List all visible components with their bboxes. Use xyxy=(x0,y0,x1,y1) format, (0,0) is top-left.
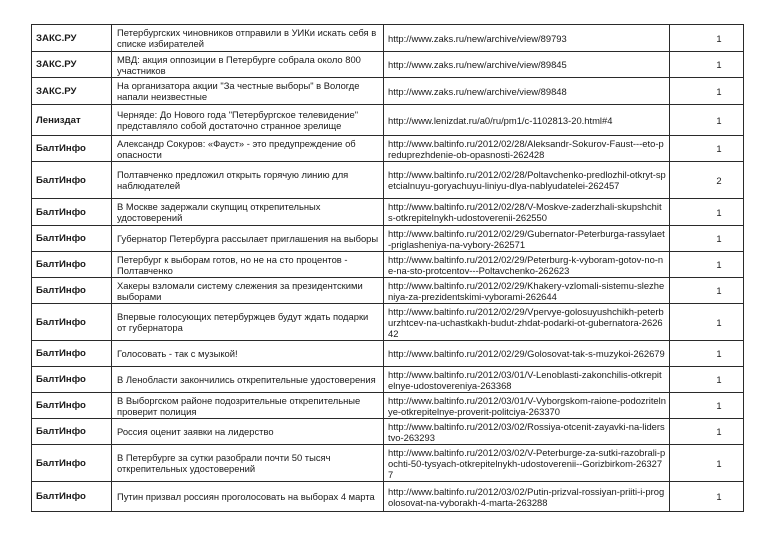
count-cell: 1 xyxy=(670,136,744,162)
url-cell: http://www.baltinfo.ru/2012/02/28/V-Moskve-zaderzhali-skupshchits-otkrepitelnykh-udostoverenii-262550 xyxy=(384,199,670,226)
table-row xyxy=(32,226,744,252)
table-row xyxy=(32,341,744,367)
headline-cell: В Москве задержали скупщиц открепительных удостоверений xyxy=(112,199,384,226)
table-row xyxy=(32,304,744,341)
headline-cell: МВД: акция оппозиции в Петербурге собрала около 800 участников xyxy=(112,52,384,78)
headline-cell: Полтавченко предложил открыть горячую линию для наблюдателей xyxy=(112,162,384,199)
count-cell: 1 xyxy=(670,199,744,226)
source-cell: БалтИнфо xyxy=(32,393,112,419)
url-cell: http://www.baltinfo.ru/2012/02/29/Gubernator-Peterburga-rassylaet-priglasheniya-na-vybory-262571 xyxy=(384,226,670,252)
table-row xyxy=(32,78,744,105)
headline-cell: Черняде: До Нового года "Петербургское телевидение" представляло собой достаточно странное зрелище xyxy=(112,105,384,136)
url-cell: http://www.lenizdat.ru/a0/ru/pm1/c-1102813-20.html#4 xyxy=(384,105,670,136)
source-cell: ЗАКС.РУ xyxy=(32,25,112,52)
url-cell: http://www.baltinfo.ru/2012/03/02/V-Peterburge-za-sutki-razobrali-pochti-50-tysyach-otkrepitelnykh-udostoverenii--Gorizbirkom-263277 xyxy=(384,445,670,482)
count-cell: 1 xyxy=(670,105,744,136)
table-row xyxy=(32,162,744,199)
url-cell: http://www.baltinfo.ru/2012/03/02/Rossiya-otcenit-zayavki-na-liderstvo-263293 xyxy=(384,419,670,445)
headline-cell: Петербургских чиновников отправили в УИКи искать себя в списке избирателей xyxy=(112,25,384,52)
count-cell: 1 xyxy=(670,367,744,393)
headline-cell: В Ленобласти закончились открепительные удостоверения xyxy=(112,367,384,393)
headline-cell: Губернатор Петербурга рассылает приглашения на выборы xyxy=(112,226,384,252)
count-cell: 1 xyxy=(670,25,744,52)
count-cell: 2 xyxy=(670,162,744,199)
table-row xyxy=(32,252,744,278)
url-cell: http://www.baltinfo.ru/2012/03/01/V-Lenoblasti-zakonchilis-otkrepitelnye-udostovereniya-263368 xyxy=(384,367,670,393)
source-cell: БалтИнфо xyxy=(32,252,112,278)
headline-cell: Александр Сокуров: «Фауст» - это предупреждение об опасности xyxy=(112,136,384,162)
count-cell: 1 xyxy=(670,482,744,512)
table-row xyxy=(32,445,744,482)
headline-cell: В Петербурге за сутки разобрали почти 50 тысяч открепительных удостоверений xyxy=(112,445,384,482)
headline-cell: В Выборгском районе подозрительные открепительные проверит полиция xyxy=(112,393,384,419)
table-row xyxy=(32,136,744,162)
url-cell: http://www.zaks.ru/new/archive/view/89848 xyxy=(384,78,670,105)
headline-cell: На организатора акции "За честные выборы" в Вологде напали неизвестные xyxy=(112,78,384,105)
source-cell: БалтИнфо xyxy=(32,278,112,304)
count-cell: 1 xyxy=(670,341,744,367)
headline-cell: Впервые голосующих петербуржцев будут ждать подарки от губернатора xyxy=(112,304,384,341)
count-cell: 1 xyxy=(670,304,744,341)
table-row xyxy=(32,199,744,226)
links-table xyxy=(31,24,744,512)
url-cell: http://www.zaks.ru/new/archive/view/89845 xyxy=(384,52,670,78)
url-cell: http://www.baltinfo.ru/2012/02/29/Golosovat-tak-s-muzykoi-262679 xyxy=(384,341,670,367)
count-cell: 1 xyxy=(670,445,744,482)
headline-cell: Голосовать - так с музыкой! xyxy=(112,341,384,367)
table-row xyxy=(32,482,744,512)
count-cell: 1 xyxy=(670,78,744,105)
source-cell: БалтИнфо xyxy=(32,226,112,252)
count-cell: 1 xyxy=(670,419,744,445)
table-row xyxy=(32,105,744,136)
table-row xyxy=(32,419,744,445)
url-cell: http://www.baltinfo.ru/2012/03/02/Putin-prizval-rossiyan-priiti-i-progolosovat-na-vyborakh-4-marta-263288 xyxy=(384,482,670,512)
count-cell: 1 xyxy=(670,226,744,252)
links-table-body xyxy=(32,25,744,512)
source-cell: БалтИнфо xyxy=(32,199,112,226)
url-cell: http://www.zaks.ru/new/archive/view/89793 xyxy=(384,25,670,52)
count-cell: 1 xyxy=(670,278,744,304)
count-cell: 1 xyxy=(670,252,744,278)
url-cell: http://www.baltinfo.ru/2012/02/28/Poltavchenko-predlozhil-otkryt-spetcialnuyu-goryachuyu-liniyu-dlya-nablyudatelei-262457 xyxy=(384,162,670,199)
table-row xyxy=(32,367,744,393)
headline-cell: Хакеры взломали систему слежения за президентскими выборами xyxy=(112,278,384,304)
source-cell: БалтИнфо xyxy=(32,136,112,162)
table-row xyxy=(32,278,744,304)
url-cell: http://www.baltinfo.ru/2012/02/28/Aleksandr-Sokurov-Faust---eto-preduprezhdenie-ob-opasnosti-262428 xyxy=(384,136,670,162)
source-cell: БалтИнфо xyxy=(32,162,112,199)
headline-cell: Петербург к выборам готов, но не на сто процентов - Полтавченко xyxy=(112,252,384,278)
count-cell: 1 xyxy=(670,393,744,419)
source-cell: Лениздат xyxy=(32,105,112,136)
source-cell: ЗАКС.РУ xyxy=(32,52,112,78)
headline-cell: Россия оценит заявки на лидерство xyxy=(112,419,384,445)
table-row xyxy=(32,52,744,78)
source-cell: БалтИнфо xyxy=(32,419,112,445)
url-cell: http://www.baltinfo.ru/2012/02/29/Vpervye-golosuyushchikh-peterburzhtcev-na-uchastkakh-budut-zhdat-podarki-ot-gubernatora-262642 xyxy=(384,304,670,341)
table-row xyxy=(32,393,744,419)
source-cell: БалтИнфо xyxy=(32,482,112,512)
url-cell: http://www.baltinfo.ru/2012/02/29/Peterburg-k-vyboram-gotov-no-ne-na-sto-protcentov---Poltavchenko-262623 xyxy=(384,252,670,278)
table-row xyxy=(32,25,744,52)
headline-cell: Путин призвал россиян проголосовать на выборах 4 марта xyxy=(112,482,384,512)
source-cell: БалтИнфо xyxy=(32,445,112,482)
source-cell: ЗАКС.РУ xyxy=(32,78,112,105)
source-cell: БалтИнфо xyxy=(32,304,112,341)
url-cell: http://www.baltinfo.ru/2012/02/29/Khakery-vzlomali-sistemu-slezheniya-za-prezidentskimi-vyborami-262644 xyxy=(384,278,670,304)
source-cell: БалтИнфо xyxy=(32,367,112,393)
count-cell: 1 xyxy=(670,52,744,78)
source-cell: БалтИнфо xyxy=(32,341,112,367)
url-cell: http://www.baltinfo.ru/2012/03/01/V-Vyborgskom-raione-podozritelnye-otkrepitelnye-proverit-politciya-263370 xyxy=(384,393,670,419)
